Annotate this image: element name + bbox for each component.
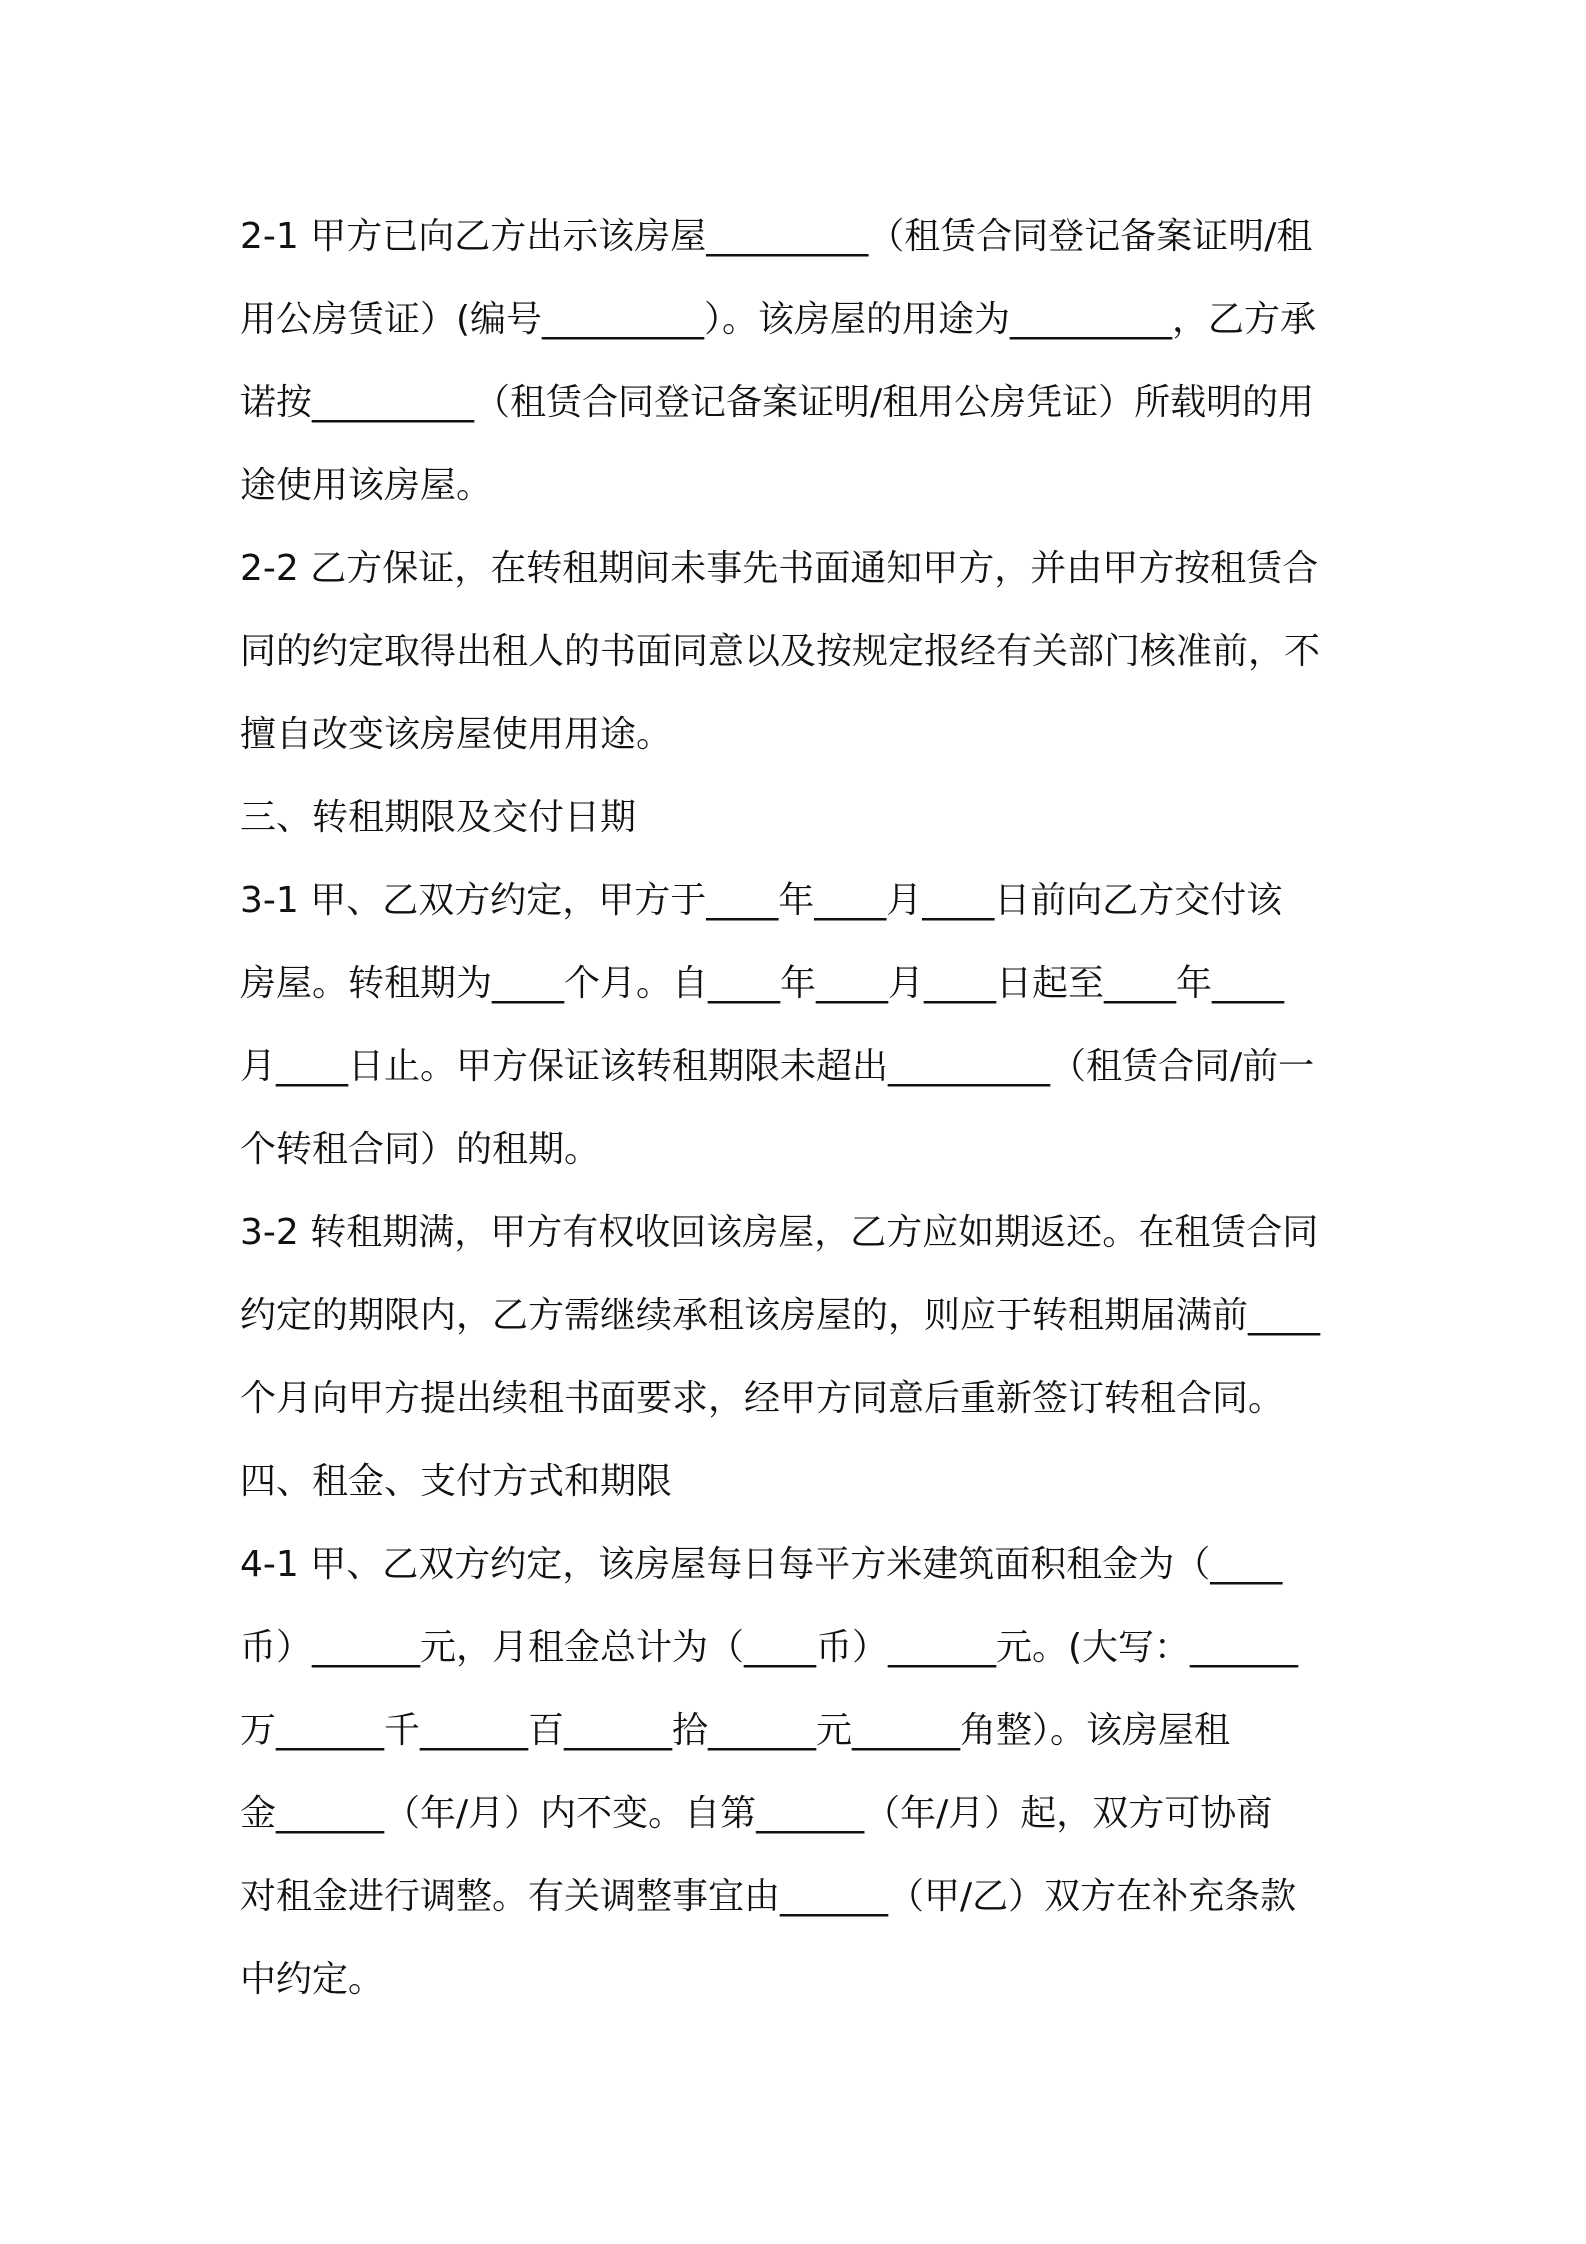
text-line: 途使用该房屋。: [240, 465, 493, 506]
document-body: [240, 195, 1350, 2021]
section-heading: 三、转租期限及交付日期: [240, 797, 637, 838]
text-line: 3-2 转租期满，甲方有权收回该房屋，乙方应如期返还。在租赁合同: [240, 1212, 1319, 1253]
text-line: 币）______元，月租金总计为（____币）______元。(大写：______: [240, 1627, 1299, 1668]
text-line: 中约定。: [240, 1959, 385, 2000]
text-line: 月____日止。甲方保证该转租期限未超出_________（租赁合同/前一: [240, 1046, 1315, 1087]
text-line: 用公房赁证）(编号_________）。该房屋的用途为_________，乙方承: [240, 299, 1317, 340]
text-line: 4-1 甲、乙双方约定，该房屋每日每平方米建筑面积租金为（____: [240, 1544, 1283, 1585]
text-line: 2-1 甲方已向乙方出示该房屋_________（租赁合同登记备案证明/租: [240, 216, 1313, 257]
section-heading: 四、租金、支付方式和期限: [240, 1461, 673, 1502]
text-line: 3-1 甲、乙双方约定，甲方于____年____月____日前向乙方交付该: [240, 880, 1283, 921]
text-line: 个转租合同）的租期。: [240, 1129, 601, 1170]
text-line: 房屋。转租期为____个月。自____年____月____日起至____年____: [240, 963, 1285, 1004]
text-line: 对租金进行调整。有关调整事宜由______（甲/乙）双方在补充条款: [240, 1876, 1297, 1917]
text-line: 2-2 乙方保证，在转租期间未事先书面通知甲方，并由甲方按租赁合: [240, 548, 1319, 589]
text-line: 个月向甲方提出续租书面要求，经甲方同意后重新签订转租合同。: [240, 1378, 1285, 1419]
text-line: 万______千______百______拾______元______角整）。该房屋租: [240, 1710, 1231, 1751]
text-line: 约定的期限内，乙方需继续承租该房屋的，则应于转租期届满前____: [240, 1295, 1321, 1336]
text-line: 诺按_________（租赁合同登记备案证明/租用公房凭证）所载明的用: [240, 382, 1315, 423]
text-line: 金______（年/月）内不变。自第______（年/月）起，双方可协商: [240, 1793, 1273, 1834]
text-line: 同的约定取得出租人的书面同意以及按规定报经有关部门核准前，不: [240, 631, 1321, 672]
text-line: 擅自改变该房屋使用用途。: [240, 714, 673, 755]
